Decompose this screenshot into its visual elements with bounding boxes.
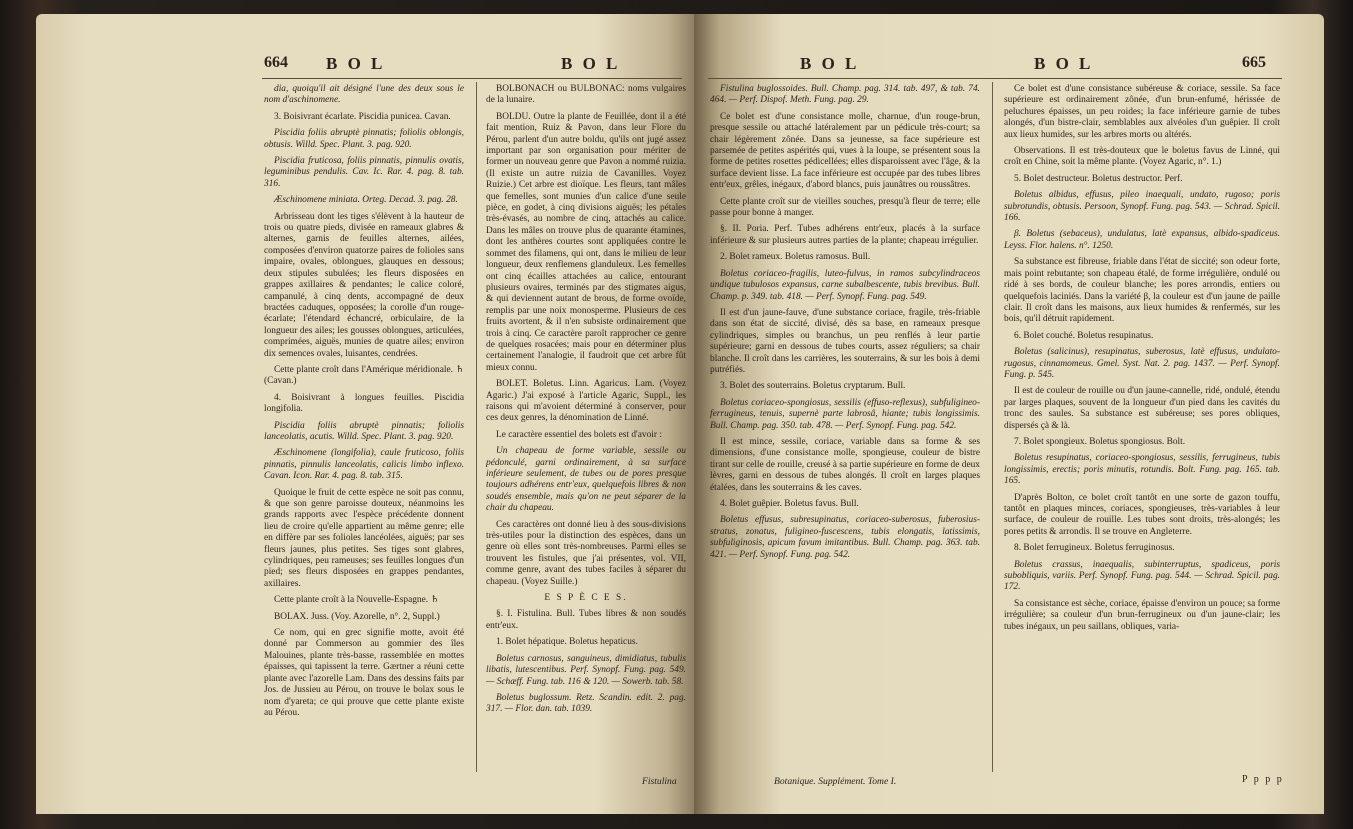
paragraph: Boletus carnosus, sanguineus, dimidiatus, tubulis libatis, lutescentibus. Perf. Synopf. Fung. pag. 549. — Schæff. Fung. tab. 116 & 120. — Sowerb. tab. 58.: [486, 653, 686, 687]
paragraph: Piscidia foliis abruptè pinnatis; foliolis oblongis, obtusis. Willd. Spec. Plant. 3. pag. 920.: [264, 128, 464, 150]
paragraph: Arbrisseau dont les tiges s'élèvent à la hauteur de trois ou quatre pieds, divisée en rameaux glabres & alternes, garnis de feuilles alternes, ailées, composées d'environ quatorze paires de folioles sans impaire, ovales, oblongues, glauques en dessous; deux stipules subulées; les fleurs disposées en grappes axillaires & pendantes; le calice coloré, campanulé, à cinq dents, accompagné de deux bractées caduques, opposées; la corolle d'un rouge-écarlate; l'étendard échancré, orbiculaire, de la longueur des ailes; les gousses oblongues, articulées, comprimées, aiguës, munies de quatre ailes; environ dix semences ovales, luisantes, cendrées.: [264, 211, 464, 359]
paragraph: Ce nom, qui en grec signifie motte, avoit été donné par Commerson au gommier des îles Malouines, plante très-basse, rassemblée en mottes épaisses, qui tapissent la terre. Gærtner a réuni cette plante avec l'azorelle Lam. Dans des dessins faits par Jos. de Jussieu au Pérou, on trouve le bolax sous le nom d'yareta; ce qui prouve que cette plante existe au Pérou.: [264, 628, 464, 718]
paragraph: 3. Boisivrant écarlate. Piscidia punicea. Cavan.: [274, 111, 451, 122]
paragraph: Boletus albidus, effusus, pileo inaequali, undato, rugoso; poris subrotundis, obtusis. Persoon, Synopf. Fung. pag. 543. — Schrad. Spicil. 166.: [1004, 190, 1280, 224]
paragraph: Observations. Il est très-douteux que le boletus favus de Linné, qui croît en Chine, soit la même plante. (Voyez Agaric, n°. 1.): [1004, 146, 1280, 168]
paragraph: Quoique le fruit de cette espèce ne soit pas connu, & que son genre paroisse douteux, néanmoins les grands rapports avec l'espèce précédente donnent lieu de croire qu'elle appartient au même genre; elle en diffère par ses folioles lancéolées, aiguës; par ses fleurs jaunes, plus petites. Ses tiges sont glabres, cylindriques, peu rameuses; ses feuilles longues d'un pied; ses fleurs disposées en grappes pendantes, axillaires.: [264, 487, 464, 589]
paragraph: Piscidia foliis abruptè pinnatis; foliolis lanceolatis, acutis. Willd. Spec. Plant. 3. pag. 920.: [264, 420, 464, 442]
paragraph: Boletus buglossum. Retz. Scandin. edit. 2. pag. 317. — Flor. dan. tab. 1039.: [486, 692, 686, 715]
paragraph: BOLDU. Outre la plante de Feuillée, dont il a été fait mention, Ruiz & Pavon, dans leur Flore du Pérou, parlent d'un autre boldu, qu'ils ont jugé assez important par son organisation pour mériter de former un nouveau genre que Pavon a nommé ruizia. (Il existe un autre ruizia de Cavanilles. Voyez Ruizie.) Cet arbre est dioïque. Les fleurs, tant mâles que femelles, sont munies d'un calice d'une seule pièce, en godet, à cinq divisions aiguës; les pétales très-évasés, au nombre de cinq, attachés au calice. Dans les mâles on trouve plus de quarante étamines, dont les anthères courtes sont appliquées contre le sommet des filamens, qui ont, dans le milieu de leur longueur, deux renflemens glanduleux. Les femelles ont cinq écailles attachées au calice, entourant plusieurs ovaires, terminés par des stigmates aigus, & qui deviennent autant de brous, de forme ovoïde, remplis par une noix monosperme. Plusieurs de ces fruits avortent, & il n'en subsiste ordinairement que trois à cinq. Ce caractère paroît rapprocher ce genre de quelques rosacées; mais pour en déterminer plus certainement l'analogie, il faudroit que cet arbre fût mieux connu.: [486, 111, 686, 373]
running-head-left-b: B O L: [561, 54, 621, 73]
column-divider-right: [992, 82, 993, 772]
paragraph: E S P È C E S.: [544, 593, 628, 604]
paragraph: D'après Bolton, ce bolet croît tantôt en une sorte de gazon touffu, tantôt en plaques minces, coriaces, spongieuses, très-variables à leur surface, de couleur de rouille. Les tubes sont droits, très-alongés; les pores petits & arrondis. Il se trouve en Angleterre.: [1004, 492, 1280, 537]
paragraph: 7. Bolet spongieux. Boletus spongiosus. Bolt.: [1014, 436, 1186, 447]
right-column-1: [710, 84, 980, 774]
paragraph: 1. Bolet hépatique. Boletus hepaticus.: [496, 637, 638, 648]
paragraph: BOLET. Boletus. Linn. Agaricus. Lam. (Voyez Agaric.) J'ai exposé à l'article Agaric, Suppl., les raisons qui m'avoient déterminé à conserver, pour ces deux genres, la dénomination de Linné.: [486, 379, 686, 424]
paragraph: Ces caractères ont donné lieu à des sous-divisions très-utiles pour la distinction des espèces, dans un genre où elles sont très-nombreuses. Parmi elles se trouvent les fistules, que j'ai présentes, vol. VII, comme genre, avant des tubes faciles à séparer du chapeau. (Voyez Suille.): [486, 519, 686, 587]
header-rule-right: [708, 78, 1282, 79]
paragraph: Un chapeau de forme variable, sessile ou pédonculé, garni ordinairement, à sa surface inférieure seulement, de tubes ou de pores presque toujours adhérens entr'eux, quelquefois libres & non soudés ensemble, mais qu'on ne peut séparer de la chair du chapeau.: [486, 446, 686, 514]
paragraph: 8. Bolet ferrugineux. Boletus ferruginosus.: [1014, 543, 1175, 554]
paragraph: Æschinomene (longifolia), caule fruticoso, foliis pinnatis, pinnulis lanceolatis, calicis limbo inflexo. Cavan. Icon. Rar. 4. pag. 8. tab. 315.: [264, 448, 464, 482]
running-head-right-a: B O L: [800, 54, 860, 73]
paragraph: Boletus crassus, inaequalis, subinterruptus, spadiceus, poris subobliquis, variis. Perf. Synopf. Fung. pag. 544. — Schrad. Spicil. pag. 172.: [1004, 559, 1280, 593]
paragraph: 2. Bolet rameux. Boletus ramosus. Bull.: [720, 252, 871, 263]
paragraph: Cette plante croît dans l'Amérique méridionale. ♄ (Cavan.): [264, 364, 464, 387]
left-page: [36, 14, 694, 814]
paragraph: Æschinomene miniata. Orteg. Decad. 3. pag. 28.: [274, 195, 458, 206]
signature-mark: P p p p: [1242, 774, 1284, 785]
paragraph: Ce bolet est d'une consistance subéreuse & coriace, sessile. Sa face supérieure est ordinairement zônée, d'un brun-enfumé, hérissée de peluchures épaisses, un peu roides; la face inférieure garnie de tubes alongés, d'un bistre-clair, semblables aux alvéoles d'un guêpier. Il croît aux lieux humides, sur les arbres morts ou altérés.: [1004, 84, 1280, 140]
column-divider-left: [476, 82, 477, 772]
page-footer: Botanique. Supplément. Tome I.: [774, 776, 897, 787]
paragraph: Boletus effusus, subresupinatus, coriaceo-suberosus, fuberosius-stratus, zonatus, fuligineo-fuscescens, tubis elongatis, latissimis, subfuliginosis, apicum favum imitantibus. Bull. Champ. pag. 363. tab. 421. — Perf. Synopf. Fung. pag. 542.: [710, 515, 980, 560]
right-column-2: [1004, 84, 1280, 774]
paragraph: 4. Boisivrant à longues feuilles. Piscidia longifolia.: [264, 392, 464, 415]
paragraph: Boletus coriaceo-fragilis, luteo-fulvus, in ramos subcylindraceos undique tubulosos expansus, carne subalbescente, tubis brevibus. Bull. Champ. p. 349. tab. 418. — Perf. Synopf. Fung. pag. 549.: [710, 268, 980, 302]
running-head-left-a: B O L: [326, 54, 386, 73]
paragraph: β. Boletus (sebaceus), undulatus, latè expansus, albido-spadiceus. Leyss. Flor. halens. n°. 1250.: [1004, 229, 1280, 251]
paragraph: §. I. Fistulina. Bull. Tubes libres & non soudés entr'eux.: [486, 609, 686, 631]
paragraph: dia, quoiqu'il ait désigné l'une des deux sous le nom d'aschinomene.: [264, 84, 464, 106]
left-column-1: [264, 84, 464, 774]
paragraph: 4. Bolet guêpier. Boletus favus. Bull.: [720, 499, 859, 509]
paragraph: BOLBONACH ou BULBONAC: noms vulgaires de la lunaire.: [486, 84, 686, 106]
left-column-2: [486, 84, 686, 774]
catchword: Fistulina: [642, 776, 677, 787]
paragraph: §. II. Poria. Perf. Tubes adhérens entr'eux, placés à la surface inférieure & sur plusieurs autres parties de la plante; chapeau irrégulier.: [710, 224, 980, 246]
paragraph: Il est d'un jaune-fauve, d'une substance coriace, fragile, très-friable dans son état de siccité, divisé, dès sa base, en rameaux presque cylindriques, simples ou branchus, un peu renflés à leur partie supérieure; garni en dessous de tubes courts, assez réguliers; sa chair blanche. Il croît dans les carrières, les souterrains, & sur les bois à demi putréfiés.: [710, 307, 980, 375]
page-number-right: 665: [1242, 54, 1266, 71]
paragraph: Ce bolet est d'une consistance molle, charnue, d'un rouge-brun, presque sessile ou attaché latéralement par un pédicule très-court; sa chair légèrement zônée. Dans sa jeunesse, sa face supérieure est parsemée de petites aspérités qui, vues à la loupe, se présentent sous la forme de petites rosettes pédicellées; elles disparoissent avec l'âge, & la surface devient lisse. La face inférieure est occupée par des tubes libres entr'eux, grêles, inégaux, d'abord blancs, puis jaunâtres ou roussâtres.: [710, 111, 980, 191]
paragraph: Sa substance est fibreuse, friable dans l'état de siccité; son odeur forte, mais point rebutante; son chapeau étalé, de forme irrégulière, ondulé ou ridé à ses bords, de couleur blanche; les pores arrondis, entiers ou quelquefois laciniés. Dans la variété β, la couleur est d'un jaune de paille clair. Il croît dans les maisons, aux lieux humides & renfermés, sur les bois, qu'il détruit rapidement.: [1004, 257, 1280, 325]
paragraph: Il est mince, sessile, coriace, variable dans sa forme & ses dimensions, d'une consistance molle, spongieuse, couleur de bistre tirant sur celle de rouille, creusé à sa partie supérieure en forme de deux lèvres, garni en dessous de tubes alongés. Il croît en larges plaques étalées, dans les souterrains & les caves.: [710, 436, 980, 493]
running-head-right-b: B O L: [1034, 54, 1094, 73]
paragraph: Boletus coriaceo-spongiosus, sessilis (effuso-reflexus), subfuligineo-ferrugineus, tenuis, supernè parte labrosâ, hiante; tubis longissimis. Bull. Champ. pag. 350. tab. 478. — Perf. Synopf. Fung. pag. 542.: [710, 397, 980, 431]
page-number-left: 664: [264, 54, 288, 71]
paragraph: Sa consistance est sèche, coriace, épaisse d'environ un pouce; sa forme irrégulière; sa couleur d'un brun-ferrugineux ou d'un jaune-clair; les tubes inégaux, un peu saillans, obliques, varia-: [1004, 598, 1280, 632]
paragraph: 5. Bolet destructeur. Boletus destructor. Perf.: [1014, 173, 1183, 184]
paragraph: 3. Bolet des souterrains. Boletus cryptarum. Bull.: [720, 381, 906, 392]
paragraph: Il est de couleur de rouille ou d'un jaune-cannelle, ridé, ondulé, étendu par larges plaques, souvent de la longueur d'un pied dans les cavités du tronc des saules. Sa substance est subéreuse; ses pores obliques, dispersés çà & là.: [1004, 386, 1280, 431]
paragraph: 6. Bolet couché. Boletus resupinatus.: [1014, 330, 1154, 341]
paragraph: Piscidia fruticosa, foliis pinnatis, pinnulis ovatis, leguminibus pendulis. Cav. Ic. Rar. 4. pag. 8. tab. 316.: [264, 156, 464, 189]
paragraph: Boletus resupinatus, coriaceo-spongiosus, sessilis, ferrugineus, tubis longissimis, erectis; poris minutis, rotundis. Bolt. Fung. pag. 165. tab. 165.: [1004, 453, 1280, 487]
header-rule-left: [262, 78, 682, 79]
paragraph: BOLAX. Juss. (Voy. Azorelle, n°. 2, Suppl.): [274, 611, 440, 622]
paragraph: Cette plante croît à la Nouvelle-Espagne. ♄: [274, 595, 439, 606]
paragraph: Boletus (salicinus), resupinatus, suberosus, latè effusus, undulato-rugosus, cinnamomeus. Gmel. Syst. Nat. 2. pag. 1437. — Perf. Synopf. Fung. p. 545.: [1004, 347, 1280, 380]
right-page: [694, 14, 1324, 814]
paragraph: Le caractère essentiel des bolets est d'avoir :: [496, 429, 662, 440]
paragraph: Fistulina buglossoides. Bull. Champ. pag. 314. tab. 497, & tab. 74. 464. — Perf. Dispof. Meth. Fung. pag. 29.: [710, 84, 980, 106]
paragraph: Cette plante croît sur de vieilles souches, presqu'à fleur de terre; elle passe pour bonne à manger.: [710, 196, 980, 219]
